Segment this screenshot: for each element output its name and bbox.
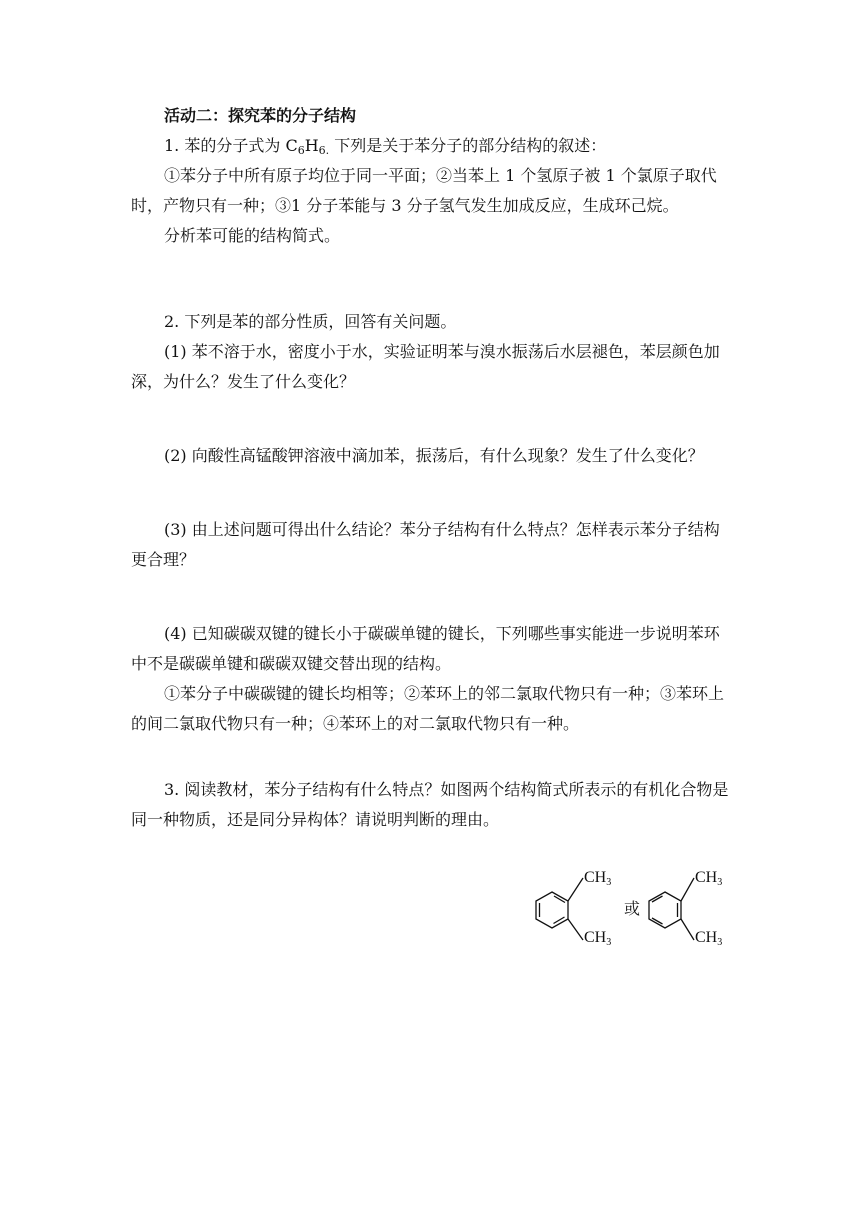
methyl-label: CH3: [695, 869, 723, 888]
q1-sub-2: 6.: [318, 144, 330, 157]
structure-figure: [528, 860, 738, 950]
q1-suffix: 下列是关于苯分子的部分结构的叙述：: [329, 136, 607, 155]
document-body: [131, 101, 731, 835]
q2-part-3: (3) 由上述问题可得出什么结论？苯分子结构有什么特点？怎样表示苯分子结构更合理？: [131, 520, 720, 569]
q2-intro: 2. 下列是苯的部分性质，回答有关问题。: [164, 312, 457, 331]
or-connector: 或: [624, 901, 641, 918]
q3-text: 3. 阅读教材，苯分子结构有什么特点？如图两个结构简式所表示的有机化合物是同一种物质，还是同分异构体？请说明判断的理由。: [131, 780, 729, 829]
methyl-label: CH3: [584, 869, 612, 888]
q1-mid: H: [304, 136, 319, 155]
structure-right: [649, 878, 694, 940]
q2-part-2: (2) 向酸性高锰酸钾溶液中滴加苯，振荡后，有什么现象？发生了什么变化？: [164, 446, 704, 465]
benzene-ring-left: [536, 892, 568, 928]
structure-left: [536, 878, 583, 940]
bond-upper-left: [568, 878, 583, 901]
q1-statements: ①苯分子中所有原子均位于同一平面；②当苯上 1 个氢原子被 1 个氯原子取代时，产物只有一种；③1 分子苯能与 3 分子氢气发生加成反应，生成环己烷。: [131, 166, 717, 215]
q2-part-4: (4) 已知碳碳双键的键长小于碳碳单键的键长，下列哪些事实能进一步说明苯环中不是碳碳单键和碳碳双键交替出现的结构。: [131, 624, 720, 673]
section-title: 活动二：探究苯的分子结构: [164, 106, 357, 125]
methyl-label: CH3: [584, 929, 612, 948]
q1-task: 分析苯可能的结构简式。: [164, 226, 341, 245]
q2-part-4-items: ①苯分子中碳碳键的键长均相等；②苯环上的邻二氯取代物只有一种；③苯环上的间二氯取代物只有一种；④苯环上的对二氯取代物只有一种。: [131, 684, 725, 733]
bond-upper-right: [681, 878, 694, 901]
q2-part-1: (1) 苯不溶于水，密度小于水，实验证明苯与溴水振荡后水层褪色，苯层颜色加深，为什么？发生了什么变化？: [131, 342, 720, 391]
xylene-structures: [528, 860, 738, 950]
bond-lower-right: [681, 919, 694, 940]
benzene-ring-right: [649, 892, 681, 928]
methyl-label: CH3: [695, 929, 723, 948]
q1-prefix: 1. 苯的分子式为 C: [164, 136, 298, 155]
q1-lead: [131, 131, 731, 161]
q1-sub-1: 6: [297, 144, 305, 157]
bond-lower-left: [568, 919, 583, 940]
